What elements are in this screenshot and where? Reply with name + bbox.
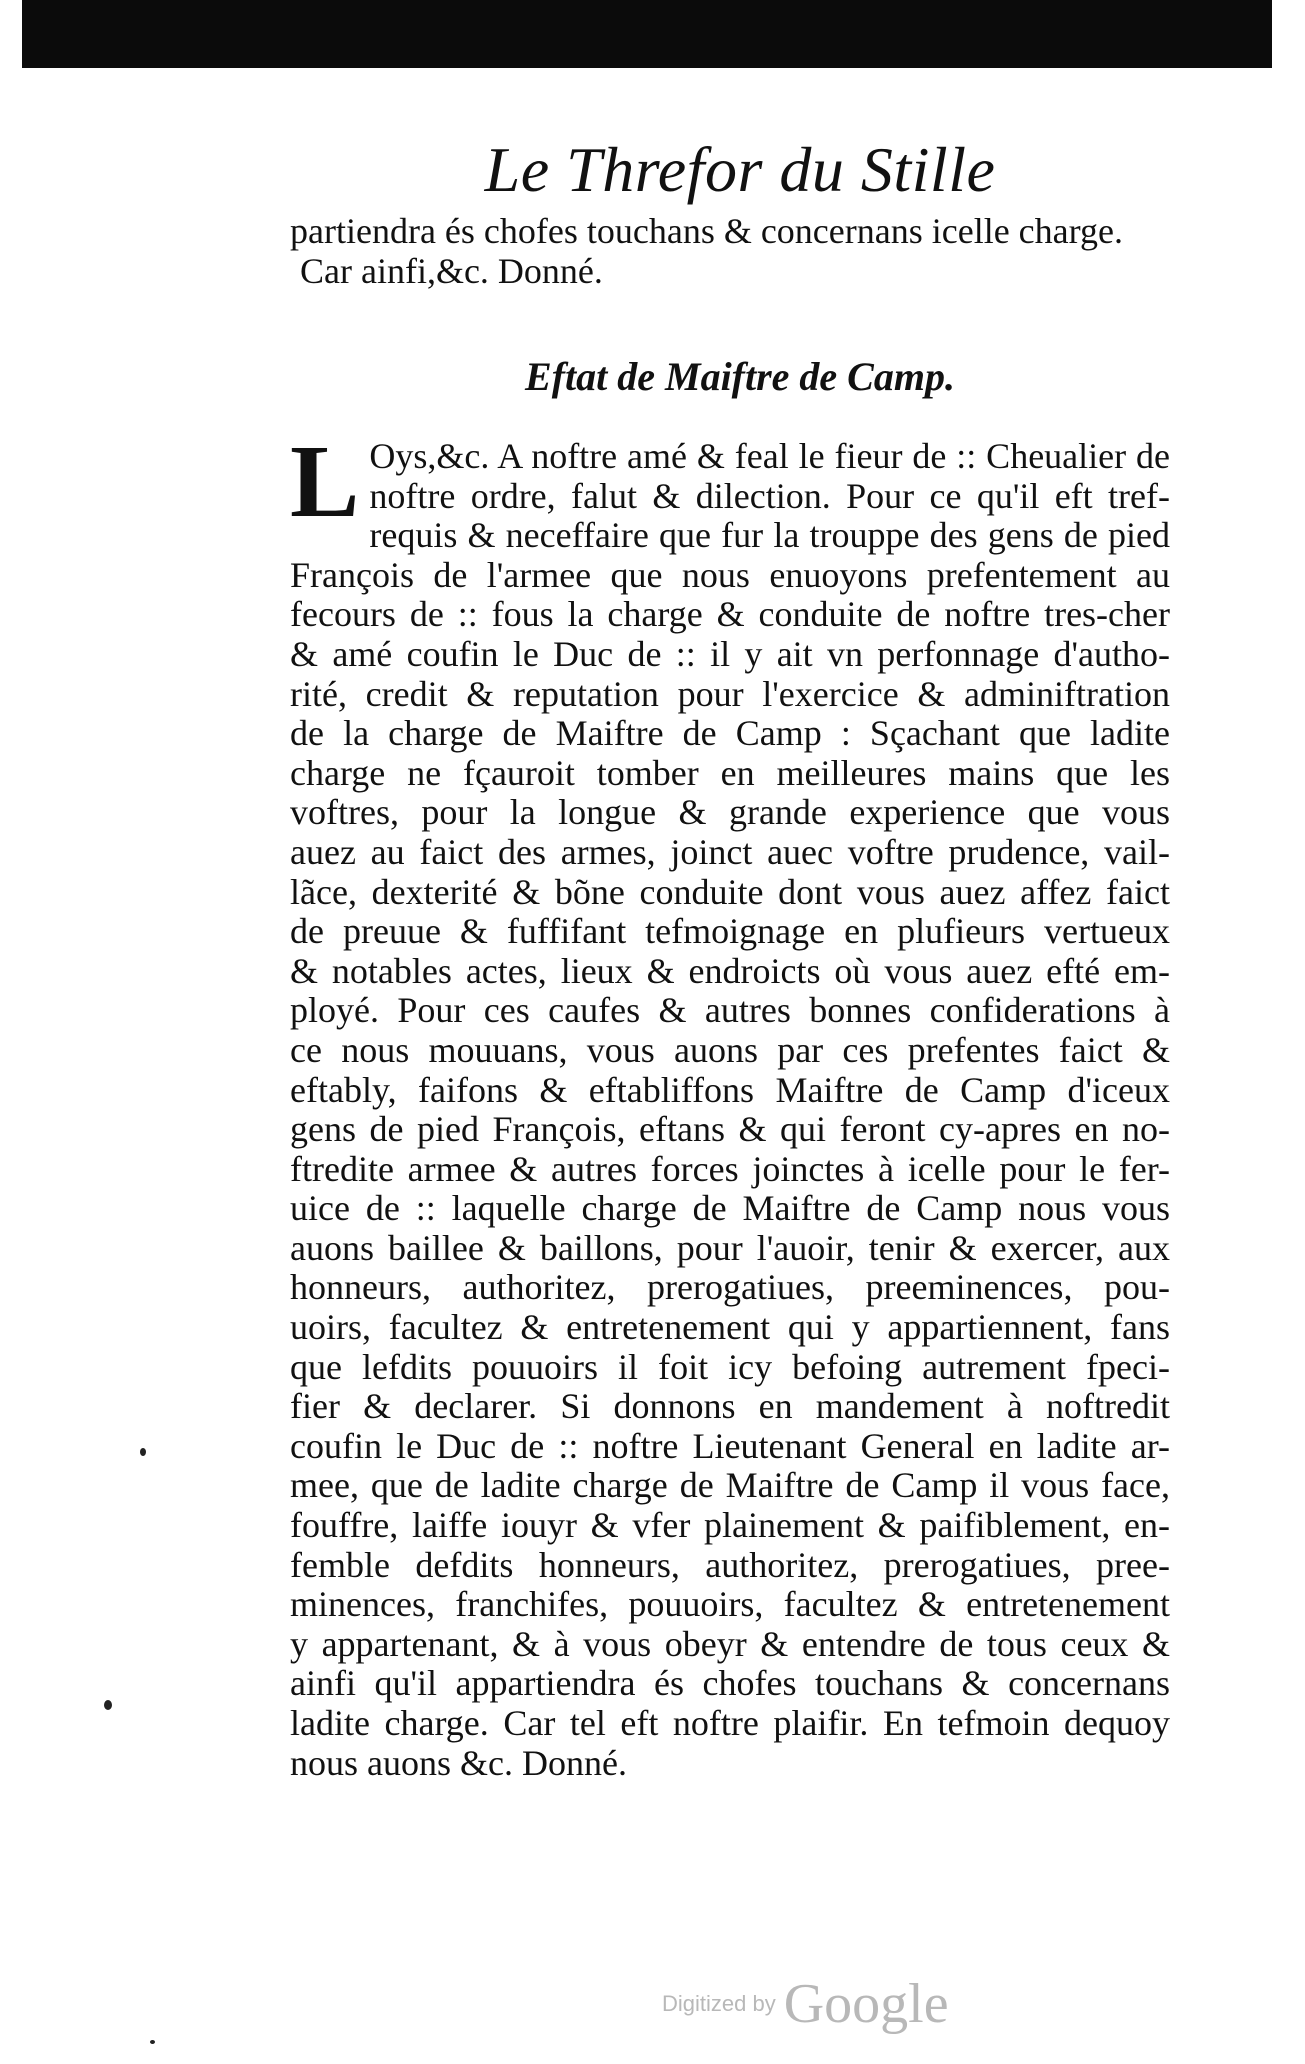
body-line: & amé coufin le Duc de :: il y ait vn perfonnage d'autho- [290, 633, 1170, 674]
body-line: noftre ordre, falut & dilection. Pour ce qu'il eft tref- [369, 475, 1170, 516]
body-line: voftres, pour la longue & grande experience que vous [290, 792, 1170, 833]
continuation-text [290, 211, 1190, 291]
body-line: fouffre, laiffe iouyr & vfer plainement & paifiblement, en- [290, 1505, 1170, 1546]
body-line: coufin le Duc de :: noftre Lieutenant General en ladite ar- [290, 1425, 1170, 1466]
book-page [290, 135, 1190, 1783]
digitized-watermark [662, 1972, 949, 2036]
body-line: requis & neceffaire que fur la trouppe des gens de pied [369, 515, 1170, 556]
body-line: rité, credit & reputation pour l'exercice & adminiftration [290, 673, 1170, 714]
body-line: y appartenant, & à vous obeyr & entendre de tous ceux & [290, 1623, 1170, 1664]
body-line: de la charge de Maiftre de Camp : Sçachant que ladite [290, 713, 1170, 754]
body-line: minences, franchifes, pouuoirs, facultez & entretenement [290, 1584, 1170, 1625]
section-body [290, 424, 1190, 1783]
body-line: fier & declarer. Si donnons en mandement à noftredit [290, 1386, 1170, 1427]
body-line: de preuue & fuffifant tefmoignage en plufieurs vertueux [290, 911, 1170, 952]
watermark-prefix: Digitized by [662, 1991, 776, 2016]
body-line: François de l'armee que nous enuoyons prefentement au [290, 554, 1170, 595]
watermark-brand: Google [783, 1973, 949, 2035]
body-line: mee, que de ladite charge de Maiftre de Camp il vous face, [290, 1465, 1170, 1506]
body-line: ladite charge. Car tel eft noftre plaifir. En tefmoin dequoy [290, 1703, 1170, 1743]
body-line: auez au faict des armes, joinct auec voftre prudence, vail- [290, 831, 1170, 872]
body-line: uice de :: laquelle charge de Maiftre de Camp nous vous [290, 1188, 1170, 1229]
body-line: ce nous mouuans, vous auons par ces prefentes faict & [290, 1029, 1170, 1070]
body-line: que lefdits pouuoirs il foit icy befoing autrement fpeci- [290, 1346, 1170, 1387]
body-line: uoirs, facultez & entretenement qui y appartiennent, fans [290, 1307, 1170, 1348]
body-line: auons baillee & baillons, pour l'auoir, tenir & exercer, aux [290, 1227, 1170, 1268]
scan-speck [104, 1700, 112, 1710]
body-line: gens de pied François, eftans & qui feront cy-apres en no- [290, 1109, 1170, 1150]
continuation-line: partiendra és chofes touchans & concernans icelle charge. [290, 211, 1123, 251]
section-title: Eftat de Maiftre de Camp. [525, 354, 955, 399]
body-line: & notables actes, lieux & endroicts où vous auez efté em- [290, 950, 1170, 991]
drop-cap: L [290, 424, 360, 539]
body-line: ployé. Pour ces caufes & autres bonnes confiderations à [290, 990, 1170, 1031]
body-line: fecours de :: fous la charge & conduite de noftre tres-cher [290, 594, 1170, 635]
continuation-line: Car ainfi,&c. Donné. [300, 251, 603, 291]
top-dark-band [22, 0, 1272, 68]
body-line: femble defdits honneurs, authoritez, prerogatiues, pree- [290, 1544, 1170, 1585]
body-line: lãce, dexterité & bõne conduite dont vous auez affez faict [290, 871, 1170, 912]
body-line: nous auons &c. Donné. [290, 1742, 627, 1783]
scan-speck [140, 1448, 146, 1456]
body-line: charge ne fçauroit tomber en meilleures mains que les [290, 752, 1170, 793]
body-line: Oys,&c. A noftre amé & feal le fieur de :: Cheualier de [369, 436, 1170, 476]
body-line: honneurs, authoritez, prerogatiues, preeminences, pou- [290, 1267, 1170, 1308]
running-title: Le Threfor du Stille [484, 134, 996, 205]
body-line: ainfi qu'il appartiendra és chofes touchans & concernans [290, 1663, 1170, 1704]
body-line: eftably, faifons & eftabliffons Maiftre de Camp d'iceux [290, 1069, 1170, 1110]
body-line: ftredite armee & autres forces joinctes à icelle pour le fer- [290, 1148, 1170, 1189]
scan-speck [150, 2040, 155, 2044]
